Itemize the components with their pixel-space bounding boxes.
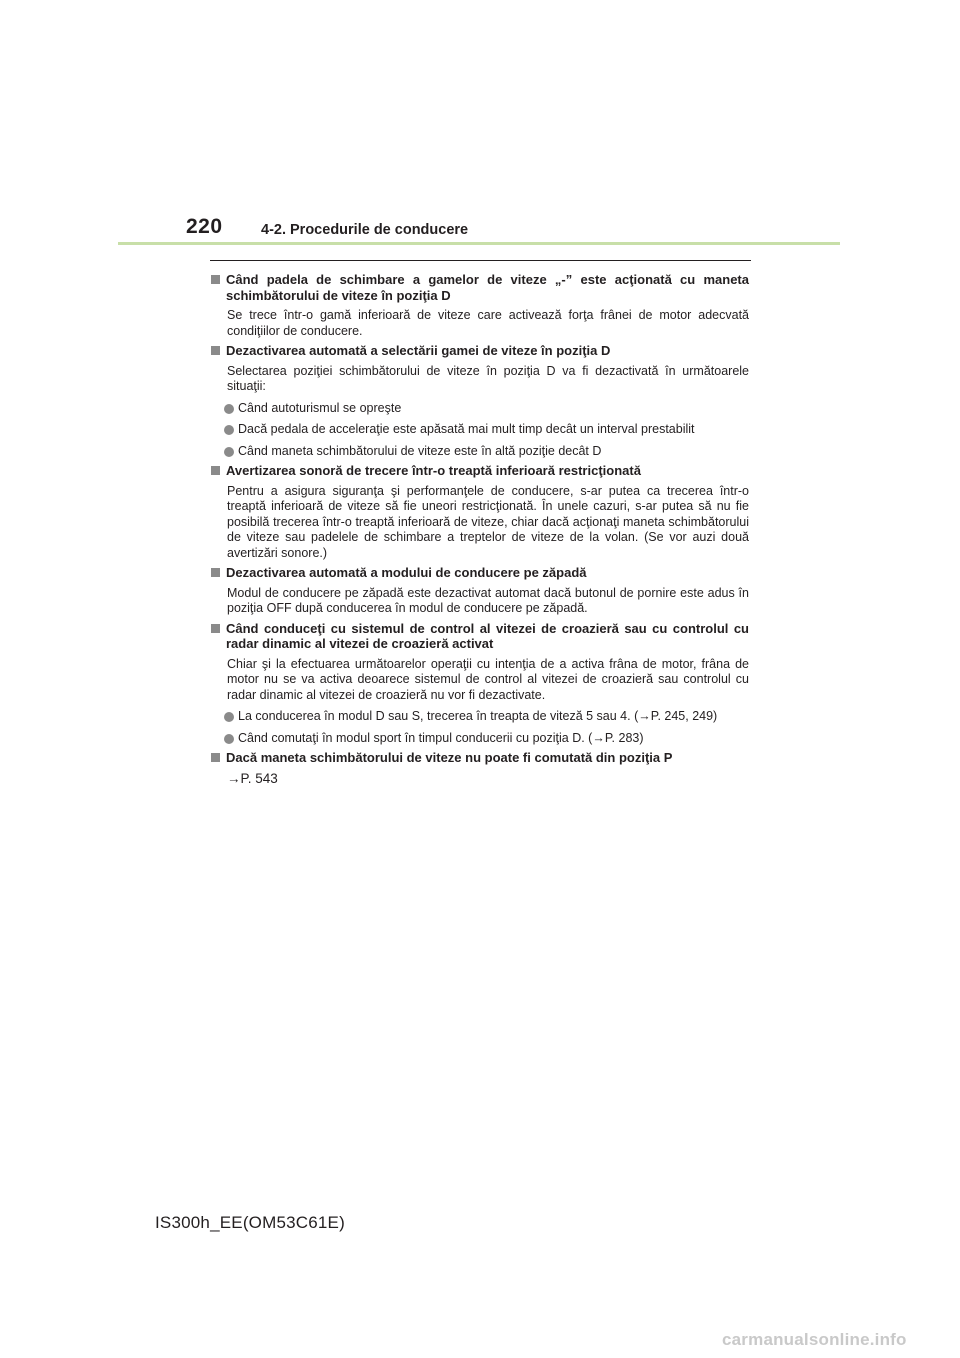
section-paragraph: Chiar şi la efectuarea următoarelor operaţii cu intenţia de a activa frâna de motor, frâna de motor nu se va activa deoarece sistemul de control al vitezei de croazieră sau controlul cu radar dinamic al vitezei de croazieră nu vor fi dezactivate. (227, 656, 749, 702)
content-body (211, 268, 749, 786)
section-heading (211, 343, 749, 359)
circle-bullet-icon (224, 404, 234, 414)
heading-text: Dezactivarea automată a modului de conducere pe zăpadă (226, 565, 587, 580)
square-bullet-icon (211, 568, 220, 577)
list-item (224, 401, 749, 417)
list-item-text: Când comutaţi în modul sport în timpul conducerii cu poziţia D. (→P. 283) (238, 730, 644, 745)
square-bullet-icon (211, 466, 220, 475)
list-item (224, 444, 749, 460)
circle-bullet-icon (224, 425, 234, 435)
page-reference: →P. 543 (227, 770, 278, 786)
list-item (224, 709, 749, 725)
list-item (224, 731, 749, 747)
section-heading (211, 621, 749, 652)
section-paragraph: Pentru a asigura siguranţa şi performanţele de conducere, s-ar putea ca trecerea într-o treaptă inferioară de viteze să fie uneori restricţionată. În unele cazuri, s-ar putea să nu fie posibilă trecerea într-o treaptă inferioară de viteze, chiar dacă acţionaţi maneta schimbătorului de viteze sau padelele de schimbare a treptelor de viteze de la volan. (Se vor auzi două avertizări sonore.) (227, 483, 749, 560)
heading-text: Când padela de schimbare a gamelor de viteze „-” este acţionată cu maneta schimbătorului de viteze în poziţia D (226, 272, 749, 303)
header-rule (118, 242, 840, 245)
square-bullet-icon (211, 753, 220, 762)
circle-bullet-icon (224, 734, 234, 744)
square-bullet-icon (211, 346, 220, 355)
heading-text: Când conduceţi cu sistemul de control al vitezei de croazieră sau cu controlul cu radar dinamic al vitezei de croazieră activat (226, 620, 749, 651)
square-bullet-icon (211, 624, 220, 633)
section-title: 4-2. Procedurile de conducere (261, 222, 469, 238)
list-item (224, 422, 749, 438)
content-divider (210, 260, 751, 261)
section-paragraph: Se trece într-o gamă inferioară de viteze care activează forţa frânei de motor adecvată condiţiilor de conducere. (227, 308, 749, 338)
section-heading (211, 565, 749, 581)
watermark: carmanualsonline.info (722, 1330, 907, 1349)
section-paragraph: Modul de conducere pe zăpadă este dezactivat automat dacă butonul de pornire este adus în poziţia OFF după conducerea în modul de conducere pe zăpadă. (227, 585, 749, 615)
page-number: 220 (186, 215, 223, 238)
heading-text: Avertizarea sonoră de trecere într-o treaptă inferioară restricţionată (226, 463, 641, 478)
heading-text: Dezactivarea automată a selectării gamei de viteze în poziţia D (226, 343, 611, 358)
list-item-text: La conducerea în modul D sau S, trecerea în treapta de viteză 5 sau 4. (→P. 245, 249) (238, 709, 718, 723)
document-code: IS300h_EE(OM53C61E) (155, 1213, 345, 1232)
heading-text: Dacă maneta schimbătorului de viteze nu poate fi comutată din poziţia P (226, 750, 673, 765)
circle-bullet-icon (224, 447, 234, 457)
section-heading (211, 750, 749, 766)
page-header (0, 0, 960, 250)
section-heading (211, 272, 749, 303)
square-bullet-icon (211, 275, 220, 284)
section-paragraph: Selectarea poziţiei schimbătorului de viteze în poziţia D va fi dezactivată în următoarele situaţii: (227, 363, 749, 393)
section-heading (211, 463, 749, 479)
list-item-text: Când autoturismul se opreşte (238, 400, 402, 415)
list-item-text: Când maneta schimbătorului de viteze este în altă poziţie decât D (238, 443, 602, 458)
circle-bullet-icon (224, 712, 234, 722)
list-item-text: Dacă pedala de acceleraţie este apăsată mai mult timp decât un interval prestabilit (238, 422, 695, 436)
